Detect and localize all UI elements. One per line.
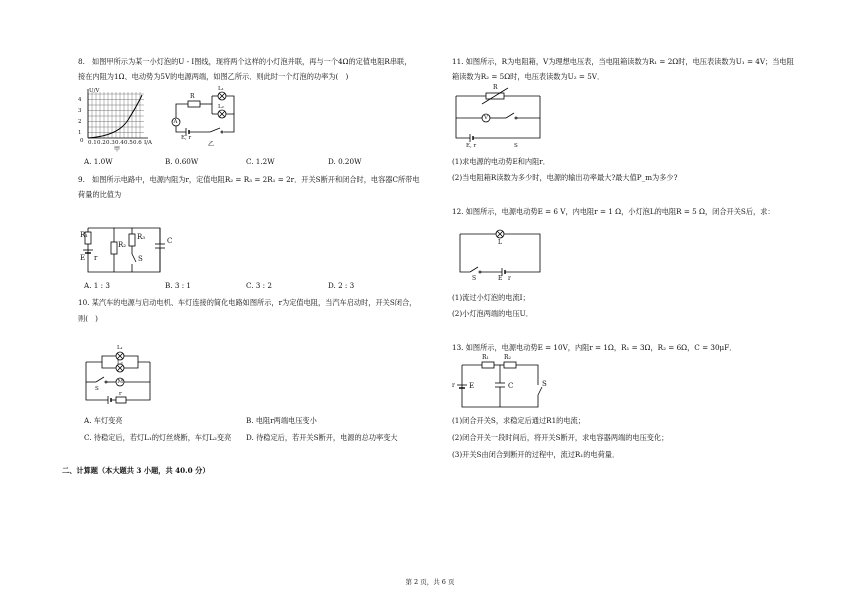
q8-line2: 接在内阻为1Ω、电动势为5V的电源两端，如图乙所示．则此时一个灯泡的功率为( ) bbox=[78, 72, 349, 81]
q11-line2: 箱读数为R₂ = 5Ω时，电压表读数为U₂ = 5V． bbox=[452, 72, 605, 81]
q11-sub1: (1)求电源的电动势E和内阻r． bbox=[452, 157, 550, 166]
q13-R1-label: R₁ bbox=[482, 354, 489, 361]
circuit-L1-label: L₁ bbox=[218, 86, 224, 92]
q10-r-label: r bbox=[119, 391, 122, 397]
graph-x-label: I/A bbox=[144, 140, 152, 146]
q8-option-a[interactable]: A. 1.0W bbox=[84, 157, 113, 166]
q13-S-label: S bbox=[542, 380, 547, 388]
q9-option-d[interactable]: D. 2 : 3 bbox=[328, 281, 355, 290]
q8-option-c[interactable]: C. 1.2W bbox=[246, 157, 275, 166]
q10-option-a[interactable]: A. 车灯变亮 bbox=[84, 416, 123, 425]
graph-x-tick: 0.6 bbox=[133, 140, 142, 146]
q9-option-c[interactable]: C. 3 : 2 bbox=[246, 281, 272, 290]
q10-line2: 则( ) bbox=[78, 314, 98, 323]
q11-S-label: S bbox=[514, 143, 518, 149]
q9-circuit-figure bbox=[80, 226, 180, 274]
q12-line1: 12. 如图所示，电源电动势E = 6 V，内电阻r = 1 Ω，小灯泡L的电阻R = 5 Ω，闭合开关S后，求： bbox=[452, 207, 775, 216]
graph-caption: 甲 bbox=[114, 146, 121, 153]
q9-option-b[interactable]: B. 3 : 1 bbox=[165, 281, 191, 290]
graph-x-tick: 0.1 bbox=[88, 140, 97, 146]
q9-S-label: S bbox=[138, 255, 143, 263]
q9-r-label: r bbox=[94, 254, 98, 262]
q12-circuit-figure bbox=[456, 228, 546, 280]
q13-R2-label: R₂ bbox=[504, 354, 511, 361]
graph-y-tick: 0 bbox=[80, 138, 84, 144]
q9-line2: 荷量的比值为 bbox=[78, 190, 122, 199]
q8-option-d[interactable]: D. 0.20W bbox=[328, 157, 362, 166]
q9-E-label: E bbox=[80, 254, 86, 262]
q11-circuit-figure bbox=[452, 86, 544, 150]
q11-R-label: R bbox=[493, 84, 498, 91]
q13-r-label: r bbox=[452, 382, 455, 389]
graph-y-tick: 2 bbox=[78, 119, 82, 125]
q13-E-label: E bbox=[469, 382, 475, 390]
q9-option-a[interactable]: A. 1 : 3 bbox=[84, 281, 110, 290]
circuit-R-label: R bbox=[190, 93, 195, 100]
graph-y-label: U/V bbox=[89, 88, 100, 94]
q8-circuit-figure bbox=[168, 88, 248, 150]
graph-x-tick: 0.5 bbox=[124, 140, 133, 146]
circuit-E-label: E, r bbox=[181, 135, 192, 141]
q10-circuit-figure bbox=[82, 345, 156, 406]
q13-circuit-figure bbox=[452, 354, 548, 411]
q12-r-label: r bbox=[508, 275, 511, 282]
q10-L2-label: L₂ bbox=[117, 360, 123, 366]
q12-E-label: E bbox=[498, 275, 503, 282]
q13-line1: 13. 如图所示，电源电动势E = 10V，内阻r = 1Ω，R₁ = 3Ω，R₂ = 6Ω，C = 30μF． bbox=[452, 343, 737, 352]
q8-graph-figure bbox=[78, 86, 158, 156]
page-footer: 第 2 页，共 6 页 bbox=[405, 578, 455, 586]
q10-M-label: M bbox=[117, 379, 124, 385]
q12-sub1: (1)流过小灯泡的电流I； bbox=[452, 293, 530, 302]
q9-line1: 9. 如图所示电路中，电源内阻为r，定值电阻R₂ = R₃ = 2R₁ = 2r．开关S断开和闭合时，电容器C所带电 bbox=[78, 175, 420, 184]
circuit-A-label: A bbox=[173, 119, 178, 125]
graph-y-tick: 4 bbox=[78, 97, 82, 103]
q11-E-label: E, r bbox=[466, 143, 477, 149]
q10-option-b[interactable]: B. 电阻r两端电压变小 bbox=[246, 416, 317, 425]
graph-x-tick: 0.4 bbox=[115, 140, 124, 146]
q12-L-label: L bbox=[498, 239, 502, 246]
q9-R3-label: R₃ bbox=[137, 233, 146, 241]
circuit-L2-label: L₂ bbox=[218, 104, 224, 110]
q13-sub2: (2)闭合开关一段时间后，将开关S断开，求电容器两端的电压变化； bbox=[452, 433, 669, 442]
q13-sub3: (3)开关S由闭合到断开的过程中，流过R₁的电荷量． bbox=[452, 450, 620, 459]
q13-sub1: (1)闭合开关S，求稳定后通过R1的电流； bbox=[452, 416, 585, 425]
q9-R2-label: R₂ bbox=[118, 241, 127, 249]
section-heading: 二、计算题（本大题共 3 小题，共 40.0 分） bbox=[62, 466, 210, 475]
circuit-caption: 乙 bbox=[208, 141, 215, 148]
graph-y-tick: 1 bbox=[78, 130, 82, 136]
q12-S-label: S bbox=[472, 275, 477, 282]
q11-line1: 11. 如图所示，R为电阻箱，V为理想电压表，当电阻箱读数为R₁ = 2Ω时，电压表读数为U₁ = 4V；当电阻 bbox=[452, 57, 794, 66]
q11-sub2: (2)当电阻箱R读数为多少时，电源的输出功率最大?最大值P_m为多少? bbox=[452, 173, 678, 182]
q10-line1: 10. 某汽车的电源与启动电机、车灯连接的简化电路如图所示，r为定值电阻，当汽车启动时，开关S闭合， bbox=[78, 298, 417, 307]
q10-L1-label: L₁ bbox=[117, 345, 123, 351]
q9-C-label: C bbox=[167, 237, 173, 245]
q10-S-label: S bbox=[95, 386, 99, 392]
q8-line1: 8. 如图甲所示为某一小灯泡的U - I图线，现将两个这样的小灯泡并联，再与一个4Ω的定值电阻R串联， bbox=[78, 57, 412, 66]
graph-x-tick: 0.2 bbox=[97, 140, 106, 146]
q9-R1-label: R₁ bbox=[80, 231, 89, 239]
q8-option-b[interactable]: B. 0.60W bbox=[165, 157, 199, 166]
q12-sub2: (2)小灯泡两端的电压U． bbox=[452, 309, 533, 318]
q10-option-d[interactable]: D. 待稳定后，若开关S断开，电源的总功率变大 bbox=[246, 433, 398, 442]
q11-V-label: V bbox=[484, 115, 488, 121]
graph-x-tick: 0.3 bbox=[106, 140, 115, 146]
q13-C-label: C bbox=[508, 382, 514, 390]
q10-option-c[interactable]: C. 待稳定后，若灯L₁的灯丝烧断，车灯L₂变亮 bbox=[84, 433, 232, 442]
graph-y-tick: 3 bbox=[78, 108, 82, 114]
